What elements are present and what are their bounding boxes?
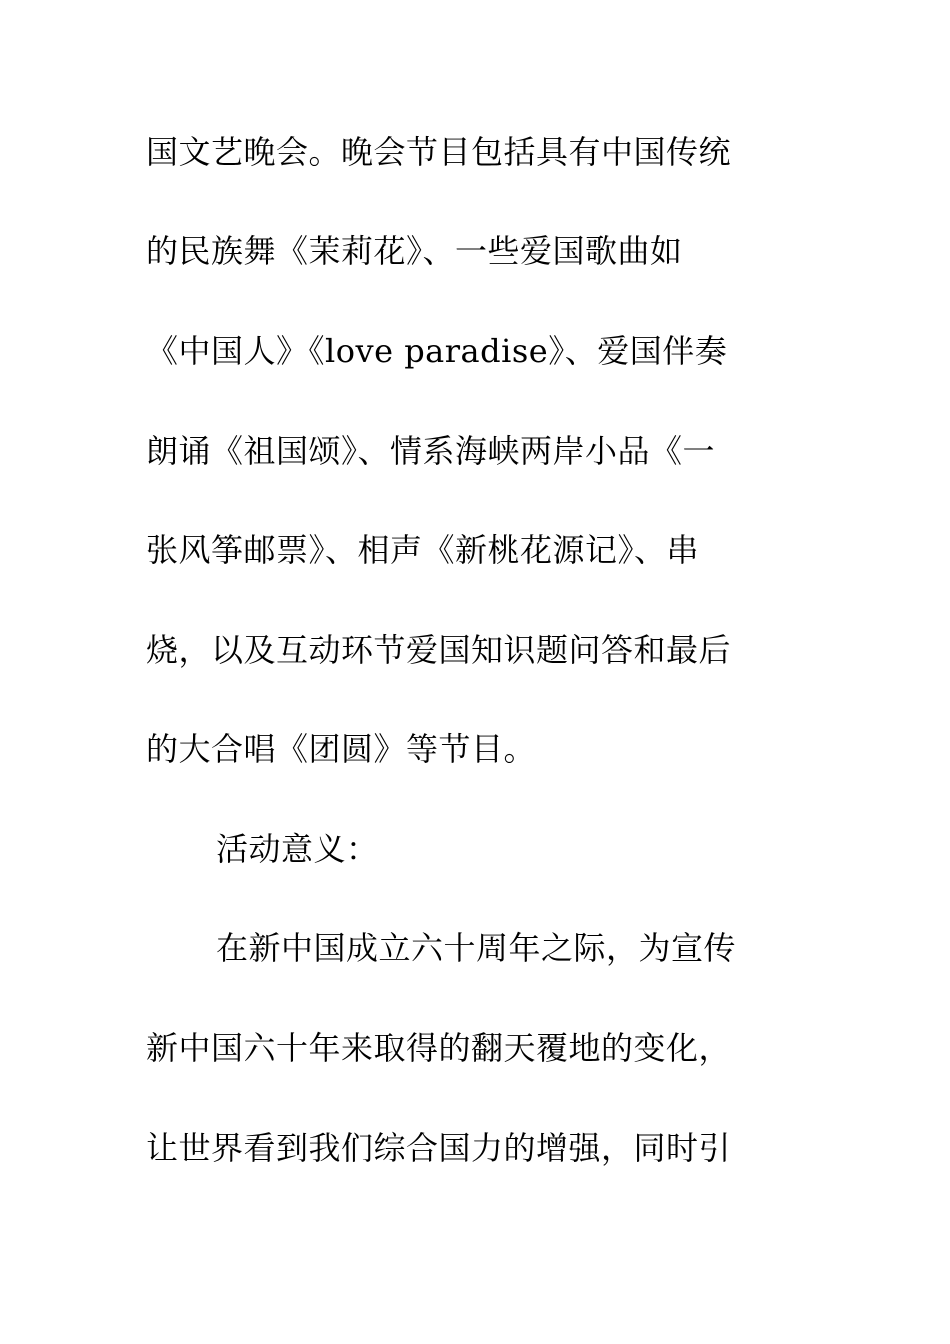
paragraph-line: 烧，以及互动环节爱国知识题问答和最后 [146, 631, 732, 669]
paragraph-line: 的大合唱《团圆》等节目。 [146, 730, 537, 768]
paragraph-line: 让世界看到我们综合国力的增强，同时引 [146, 1129, 732, 1167]
paragraph-line: 《中国人》《love paradise》、爱国伴奏 [146, 332, 728, 370]
paragraph-line: 的民族舞《茉莉花》、一些爱国歌曲如 [146, 232, 683, 270]
section-heading: 活动意义： [216, 830, 379, 868]
paragraph-line: 国文艺晚会。晚会节目包括具有中国传统 [146, 133, 732, 171]
paragraph-line: 张风筝邮票》、相声《新桃花源记》、串 [146, 531, 700, 569]
paragraph-line: 朗诵《祖国颂》、情系海峡两岸小品《一 [146, 432, 716, 470]
paragraph-line: 新中国六十年来取得的翻天覆地的变化， [146, 1029, 732, 1067]
paragraph-line: 在新中国成立六十周年之际，为宣传 [216, 929, 737, 967]
